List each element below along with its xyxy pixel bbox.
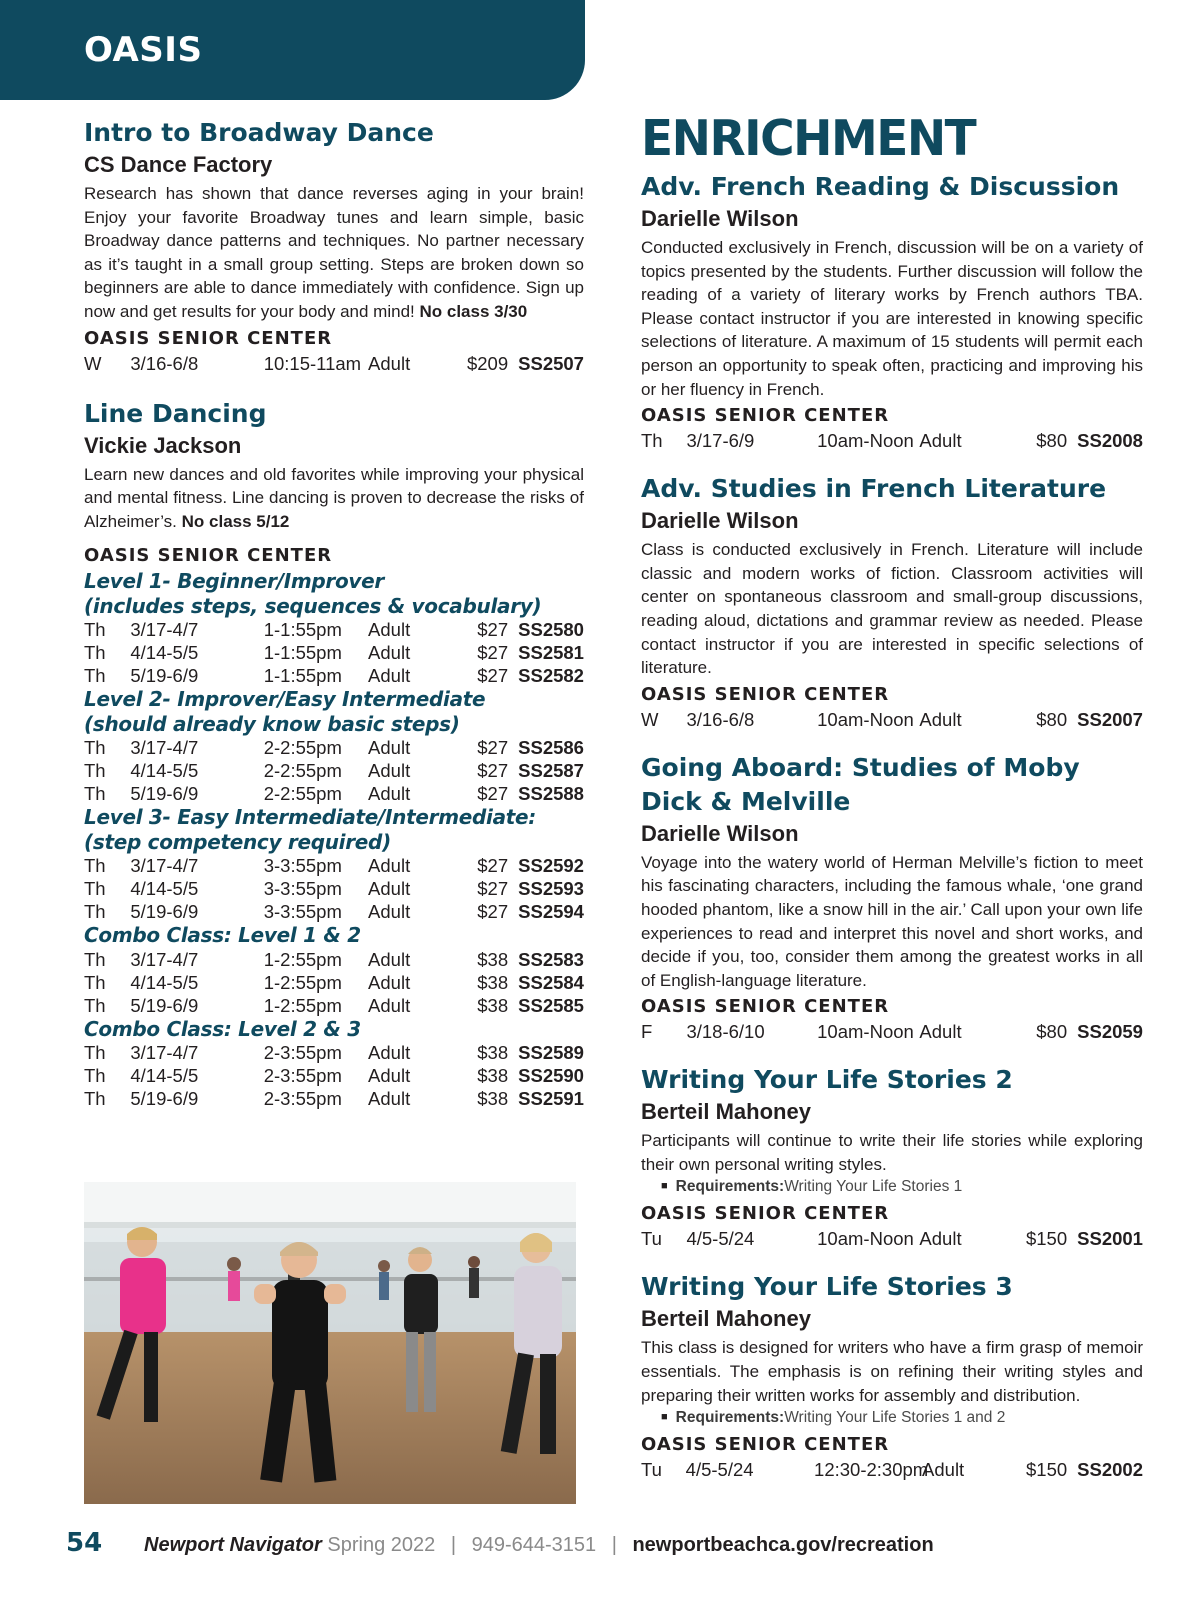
bullet-icon: ■ <box>661 1411 668 1424</box>
session-row <box>84 1041 584 1064</box>
course-location: OASIS SENIOR CENTER <box>84 545 333 567</box>
session-row <box>641 1458 1143 1481</box>
course-code: SS2583 <box>518 948 584 970</box>
course-location: OASIS SENIOR CENTER <box>84 327 333 349</box>
session-age: Adult <box>922 1459 965 1481</box>
session-price: $38 <box>477 1065 509 1087</box>
session-dates: 5/19-6/9 <box>130 783 199 805</box>
session-row <box>84 736 584 759</box>
course-instructor: Vickie Jackson <box>84 432 242 458</box>
course-entry <box>641 1063 1143 1250</box>
session-row <box>84 854 584 877</box>
course-instructor: Darielle Wilson <box>641 820 799 846</box>
session-row <box>84 641 584 664</box>
course-instructor: Darielle Wilson <box>641 508 799 534</box>
session-day: Th <box>84 619 106 641</box>
session-dates: 3/17-4/7 <box>130 737 199 759</box>
session-age: Adult <box>919 1021 962 1043</box>
session-day: Th <box>84 642 106 664</box>
session-time: 1-2:55pm <box>263 948 342 970</box>
session-price: $27 <box>477 760 509 782</box>
enrichment-course-list <box>641 170 1143 1501</box>
website-link[interactable]: newportbeachca.gov/recreation <box>632 1534 934 1556</box>
session-time: 3-3:55pm <box>263 901 342 923</box>
session-age: Adult <box>919 430 962 452</box>
footer-text: Newport Navigator Spring 2022 | 949-644-3151 | newportbeachca.gov/recreation <box>144 1534 934 1556</box>
course-code: SS2589 <box>518 1042 584 1064</box>
course-code: SS2001 <box>1077 1228 1143 1250</box>
session-price: $27 <box>477 665 509 687</box>
course-description: Participants will continue to write their life stories while exploring their own personal writing styles. <box>641 1131 1143 1174</box>
course-location: OASIS SENIOR CENTER <box>641 683 890 705</box>
session-dates: 5/19-6/9 <box>130 1088 199 1110</box>
session-day: Th <box>84 665 106 687</box>
session-price: $38 <box>477 994 509 1016</box>
session-price: $27 <box>477 737 509 759</box>
session-dates: 3/16-6/8 <box>686 708 755 730</box>
session-day: Th <box>641 430 663 452</box>
course-instructor: Darielle Wilson <box>641 206 799 231</box>
course-code: SS2002 <box>1077 1459 1143 1481</box>
session-price: $150 <box>1025 1228 1068 1250</box>
session-dates: 4/14-5/5 <box>130 642 199 664</box>
session-time: 1-1:55pm <box>263 642 342 664</box>
session-dates: 3/17-4/7 <box>130 1042 199 1064</box>
section-title: ENRICHMENT <box>641 109 976 168</box>
course-broadway <box>84 116 584 375</box>
session-time: 1-1:55pm <box>263 665 342 687</box>
session-day: Th <box>84 1042 106 1064</box>
course-requirements: ■ Requirements:Writing Your Life Stories 1 <box>661 1178 963 1196</box>
course-line-dancing <box>84 397 584 1111</box>
session-row <box>84 994 584 1017</box>
session-price: $80 <box>1036 708 1068 730</box>
session-age: Adult <box>368 1042 411 1064</box>
phone-number: 949-644-3151 <box>471 1534 597 1556</box>
session-dates: 3/17-6/9 <box>686 430 755 452</box>
session-price: $38 <box>477 1088 509 1110</box>
course-code: SS2593 <box>518 878 584 900</box>
session-day: Tu <box>641 1228 662 1250</box>
session-price: $150 <box>1026 1459 1068 1481</box>
session-time: 1-1:55pm <box>263 619 342 641</box>
session-time: 2-2:55pm <box>263 737 342 759</box>
course-code: SS2582 <box>518 665 584 687</box>
session-row <box>84 782 584 805</box>
session-time: 1-2:55pm <box>263 971 342 993</box>
session-time: 2-2:55pm <box>263 783 342 805</box>
course-description: Class is conducted exclusively in French. Literature will include classic and modern works of fiction. Classroom activities will center on spontaneous classroom and small-group discussions, reading aloud, dictations and grammar review as needed. Please contact instructor if you are interested in specific selections of literature. <box>641 540 1143 678</box>
session-row <box>84 1064 584 1087</box>
session-dates: 4/14-5/5 <box>130 1065 199 1087</box>
page-footer <box>66 1530 1166 1564</box>
page-number: 54 <box>66 1528 103 1558</box>
level-label: Level 1- Beginner/Improver <box>84 569 384 594</box>
session-row <box>84 900 584 923</box>
session-day: Th <box>84 994 106 1016</box>
level-label: Combo Class: Level 2 & 3 <box>84 1016 361 1041</box>
session-day: Th <box>84 901 106 923</box>
level-label: Combo Class: Level 1 & 2 <box>84 923 361 948</box>
session-day: Th <box>84 878 106 900</box>
session-age: Adult <box>368 619 411 641</box>
course-entry <box>641 1270 1143 1481</box>
session-age: Adult <box>368 994 411 1016</box>
session-day: Th <box>84 783 106 805</box>
session-age: Adult <box>368 855 411 877</box>
session-row <box>84 971 584 994</box>
session-age: Adult <box>368 665 411 687</box>
session-dates: 5/19-6/9 <box>130 901 199 923</box>
course-requirements: ■ Requirements:Writing Your Life Stories 1 and 2 <box>661 1409 1006 1427</box>
course-instructor: Berteil Mahoney <box>641 1099 811 1125</box>
course-code: SS2586 <box>518 737 584 759</box>
course-title: Adv. French Reading & Discussion <box>641 172 1120 201</box>
level-sublabel: (should already know basic steps) <box>84 711 460 736</box>
course-code: SS2008 <box>1077 430 1143 452</box>
level-label: Level 3- Easy Intermediate/Intermediate: <box>84 805 537 830</box>
section-banner <box>0 0 585 100</box>
session-age: Adult <box>368 642 411 664</box>
course-title: Intro to Broadway Dance <box>84 118 434 147</box>
session-row <box>84 618 584 641</box>
session-dates: 3/17-4/7 <box>130 619 199 641</box>
session-dates: 5/19-6/9 <box>130 994 199 1016</box>
course-code: SS2592 <box>518 855 584 877</box>
session-price: $27 <box>477 855 509 877</box>
session-dates: 3/17-4/7 <box>130 855 199 877</box>
session-price: $27 <box>477 642 509 664</box>
session-time: 10am-Noon <box>817 430 914 452</box>
course-description: Learn new dances and old favorites while improving your physical and mental fitness. Line dancing is proven to decrease the risks of Alzheimer’s. No class 5/12 <box>84 464 584 531</box>
course-location: OASIS SENIOR CENTER <box>641 1203 890 1225</box>
session-price: $27 <box>477 783 509 805</box>
session-age: Adult <box>368 948 411 970</box>
course-code: SS2587 <box>518 760 584 782</box>
season: Spring 2022 <box>327 1534 436 1556</box>
session-age: Adult <box>368 1065 411 1087</box>
course-title: Line Dancing <box>84 398 267 428</box>
course-title: Going Aboard: Studies of Moby Dick & Melville <box>641 752 1080 816</box>
session-time: 2-3:55pm <box>263 1042 342 1064</box>
session-age: Adult <box>919 708 962 730</box>
dancers-illustration <box>84 1182 576 1504</box>
level-sublabel: (includes steps, sequences & vocabulary) <box>84 593 542 618</box>
course-location: OASIS SENIOR CENTER <box>641 996 890 1018</box>
course-instructor: Berteil Mahoney <box>641 1306 811 1332</box>
session-day: Th <box>84 737 106 759</box>
course-note: No class 5/12 <box>181 511 290 531</box>
session-age: Adult <box>368 1088 411 1110</box>
session-time: 3-3:55pm <box>263 855 342 877</box>
session-day: W <box>641 708 659 730</box>
session-price: $38 <box>477 971 509 993</box>
course-code: SS2581 <box>518 642 584 664</box>
course-code: SS2580 <box>518 619 584 641</box>
level-groups <box>84 569 584 1110</box>
session-row <box>84 664 584 687</box>
session-dates: 4/5-5/24 <box>686 1228 755 1250</box>
course-description: Research has shown that dance reverses aging in your brain! Enjoy your favorite Broadway tunes and learn simple, basic Broadway dance patterns and techniques. No partner necessary as it’s taught in a small group setting. Steps are broken down so beginners are able to dance immediately with confidence. Sign up now and get results for your body and mind! No class 3/30 <box>84 184 584 321</box>
session-age: Adult <box>368 783 411 805</box>
course-code: SS2588 <box>518 783 584 805</box>
session-dates: 5/19-6/9 <box>130 665 199 687</box>
course-code: SS2591 <box>518 1088 584 1110</box>
banner-title: OASIS <box>84 30 203 70</box>
right-column <box>641 109 1143 1501</box>
course-title: Adv. Studies in French Literature <box>641 474 1107 504</box>
session-price: $27 <box>477 901 509 923</box>
line-dancing-photo <box>84 1182 576 1504</box>
course-description: This class is designed for writers who have a firm grasp of memoir essentials. The emphasis is on refining their writing styles and preparing their written works for assembly and distribution. <box>641 1338 1143 1405</box>
session-price: $38 <box>477 1042 509 1064</box>
session-dates: 3/17-4/7 <box>130 948 199 970</box>
course-location: OASIS SENIOR CENTER <box>641 1434 890 1456</box>
session-age: Adult <box>919 1228 962 1250</box>
course-location: OASIS SENIOR CENTER <box>641 405 890 427</box>
session-row <box>84 877 584 900</box>
course-code: SS2585 <box>518 994 584 1016</box>
session-row <box>641 1020 1143 1043</box>
session-age: Adult <box>368 737 411 759</box>
session-price: $27 <box>477 619 509 641</box>
course-code: SS2507 <box>518 352 584 374</box>
session-row <box>641 1227 1143 1250</box>
course-entry <box>641 472 1143 731</box>
session-row <box>641 429 1143 452</box>
session-day: Th <box>84 855 106 877</box>
session-dates: 4/14-5/5 <box>130 760 199 782</box>
session-dates: 4/14-5/5 <box>130 878 199 900</box>
left-column <box>84 116 584 1110</box>
session-price: $38 <box>477 948 509 970</box>
session-time: 10am-Noon <box>817 708 914 730</box>
course-entry <box>641 751 1143 1044</box>
session-time: 2-3:55pm <box>263 1088 342 1110</box>
session-day: Th <box>84 948 106 970</box>
session-row <box>84 759 584 782</box>
session-day: Tu <box>641 1459 662 1481</box>
course-code: SS2007 <box>1077 708 1143 730</box>
session-dates: 4/14-5/5 <box>130 971 199 993</box>
course-title: Writing Your Life Stories 3 <box>641 1272 1013 1302</box>
session-dates: 3/18-6/10 <box>686 1021 765 1043</box>
session-price: $80 <box>1036 430 1068 452</box>
session-day: F <box>641 1021 653 1043</box>
level-label: Level 2- Improver/Easy Intermediate <box>84 687 486 712</box>
session-time: 12:30-2:30pm <box>814 1459 929 1481</box>
course-code: SS2059 <box>1077 1021 1143 1043</box>
level-sublabel: (step competency required) <box>84 829 391 854</box>
course-entry <box>641 170 1143 452</box>
session-age: Adult <box>368 760 411 782</box>
session-time: 3-3:55pm <box>263 878 342 900</box>
session-time: 2-2:55pm <box>263 760 342 782</box>
session-time: 10am-Noon <box>817 1228 914 1250</box>
session-row <box>641 708 1143 731</box>
bullet-icon: ■ <box>661 1180 668 1193</box>
course-code: SS2590 <box>518 1065 584 1087</box>
course-note: No class 3/30 <box>419 301 528 321</box>
session-row <box>84 1087 584 1110</box>
session-time: 2-3:55pm <box>263 1065 342 1087</box>
session-dates: 4/5-5/24 <box>685 1459 754 1481</box>
course-description: Conducted exclusively in French, discussion will be on a variety of topics presented by the students. Further discussion will follow the reading of a variety of literary works by French authors TBA. Please contact instructor if you are interested in knowing specific selections of literature. A maximum of 15 students will permit each person an opportunity to speak often, practicing and improving his or her fluency in French. <box>641 238 1143 399</box>
course-code: SS2584 <box>518 971 584 993</box>
session-age: Adult <box>368 878 411 900</box>
session-row <box>84 948 584 971</box>
course-instructor: CS Dance Factory <box>84 152 273 177</box>
session-row: W 3/16-6/8 10:15-11am Adult $209 SS2507 <box>84 352 584 374</box>
session-day: Th <box>84 760 106 782</box>
session-day: Th <box>84 1088 106 1110</box>
session-time: 1-2:55pm <box>263 994 342 1016</box>
session-price: $80 <box>1036 1021 1068 1043</box>
course-description: Voyage into the watery world of Herman Melville’s fiction to meet his fascinating characters, including the famous whale, ‘one grand hooded phantom, like a snow hill in the air.’ Call upon your own life experiences to read and interpret this novel and short works, and decide if you, too, consider them among the greatest works in all of English-language literature. <box>641 852 1143 990</box>
session-time: 10am-Noon <box>817 1021 914 1043</box>
course-title: Writing Your Life Stories 2 <box>641 1065 1013 1095</box>
course-code: SS2594 <box>518 901 584 923</box>
session-age: Adult <box>368 971 411 993</box>
session-age: Adult <box>368 901 411 923</box>
session-price: $27 <box>477 878 509 900</box>
session-day: Th <box>84 1065 106 1087</box>
publication-name: Newport Navigator <box>144 1534 322 1556</box>
session-day: Th <box>84 971 106 993</box>
